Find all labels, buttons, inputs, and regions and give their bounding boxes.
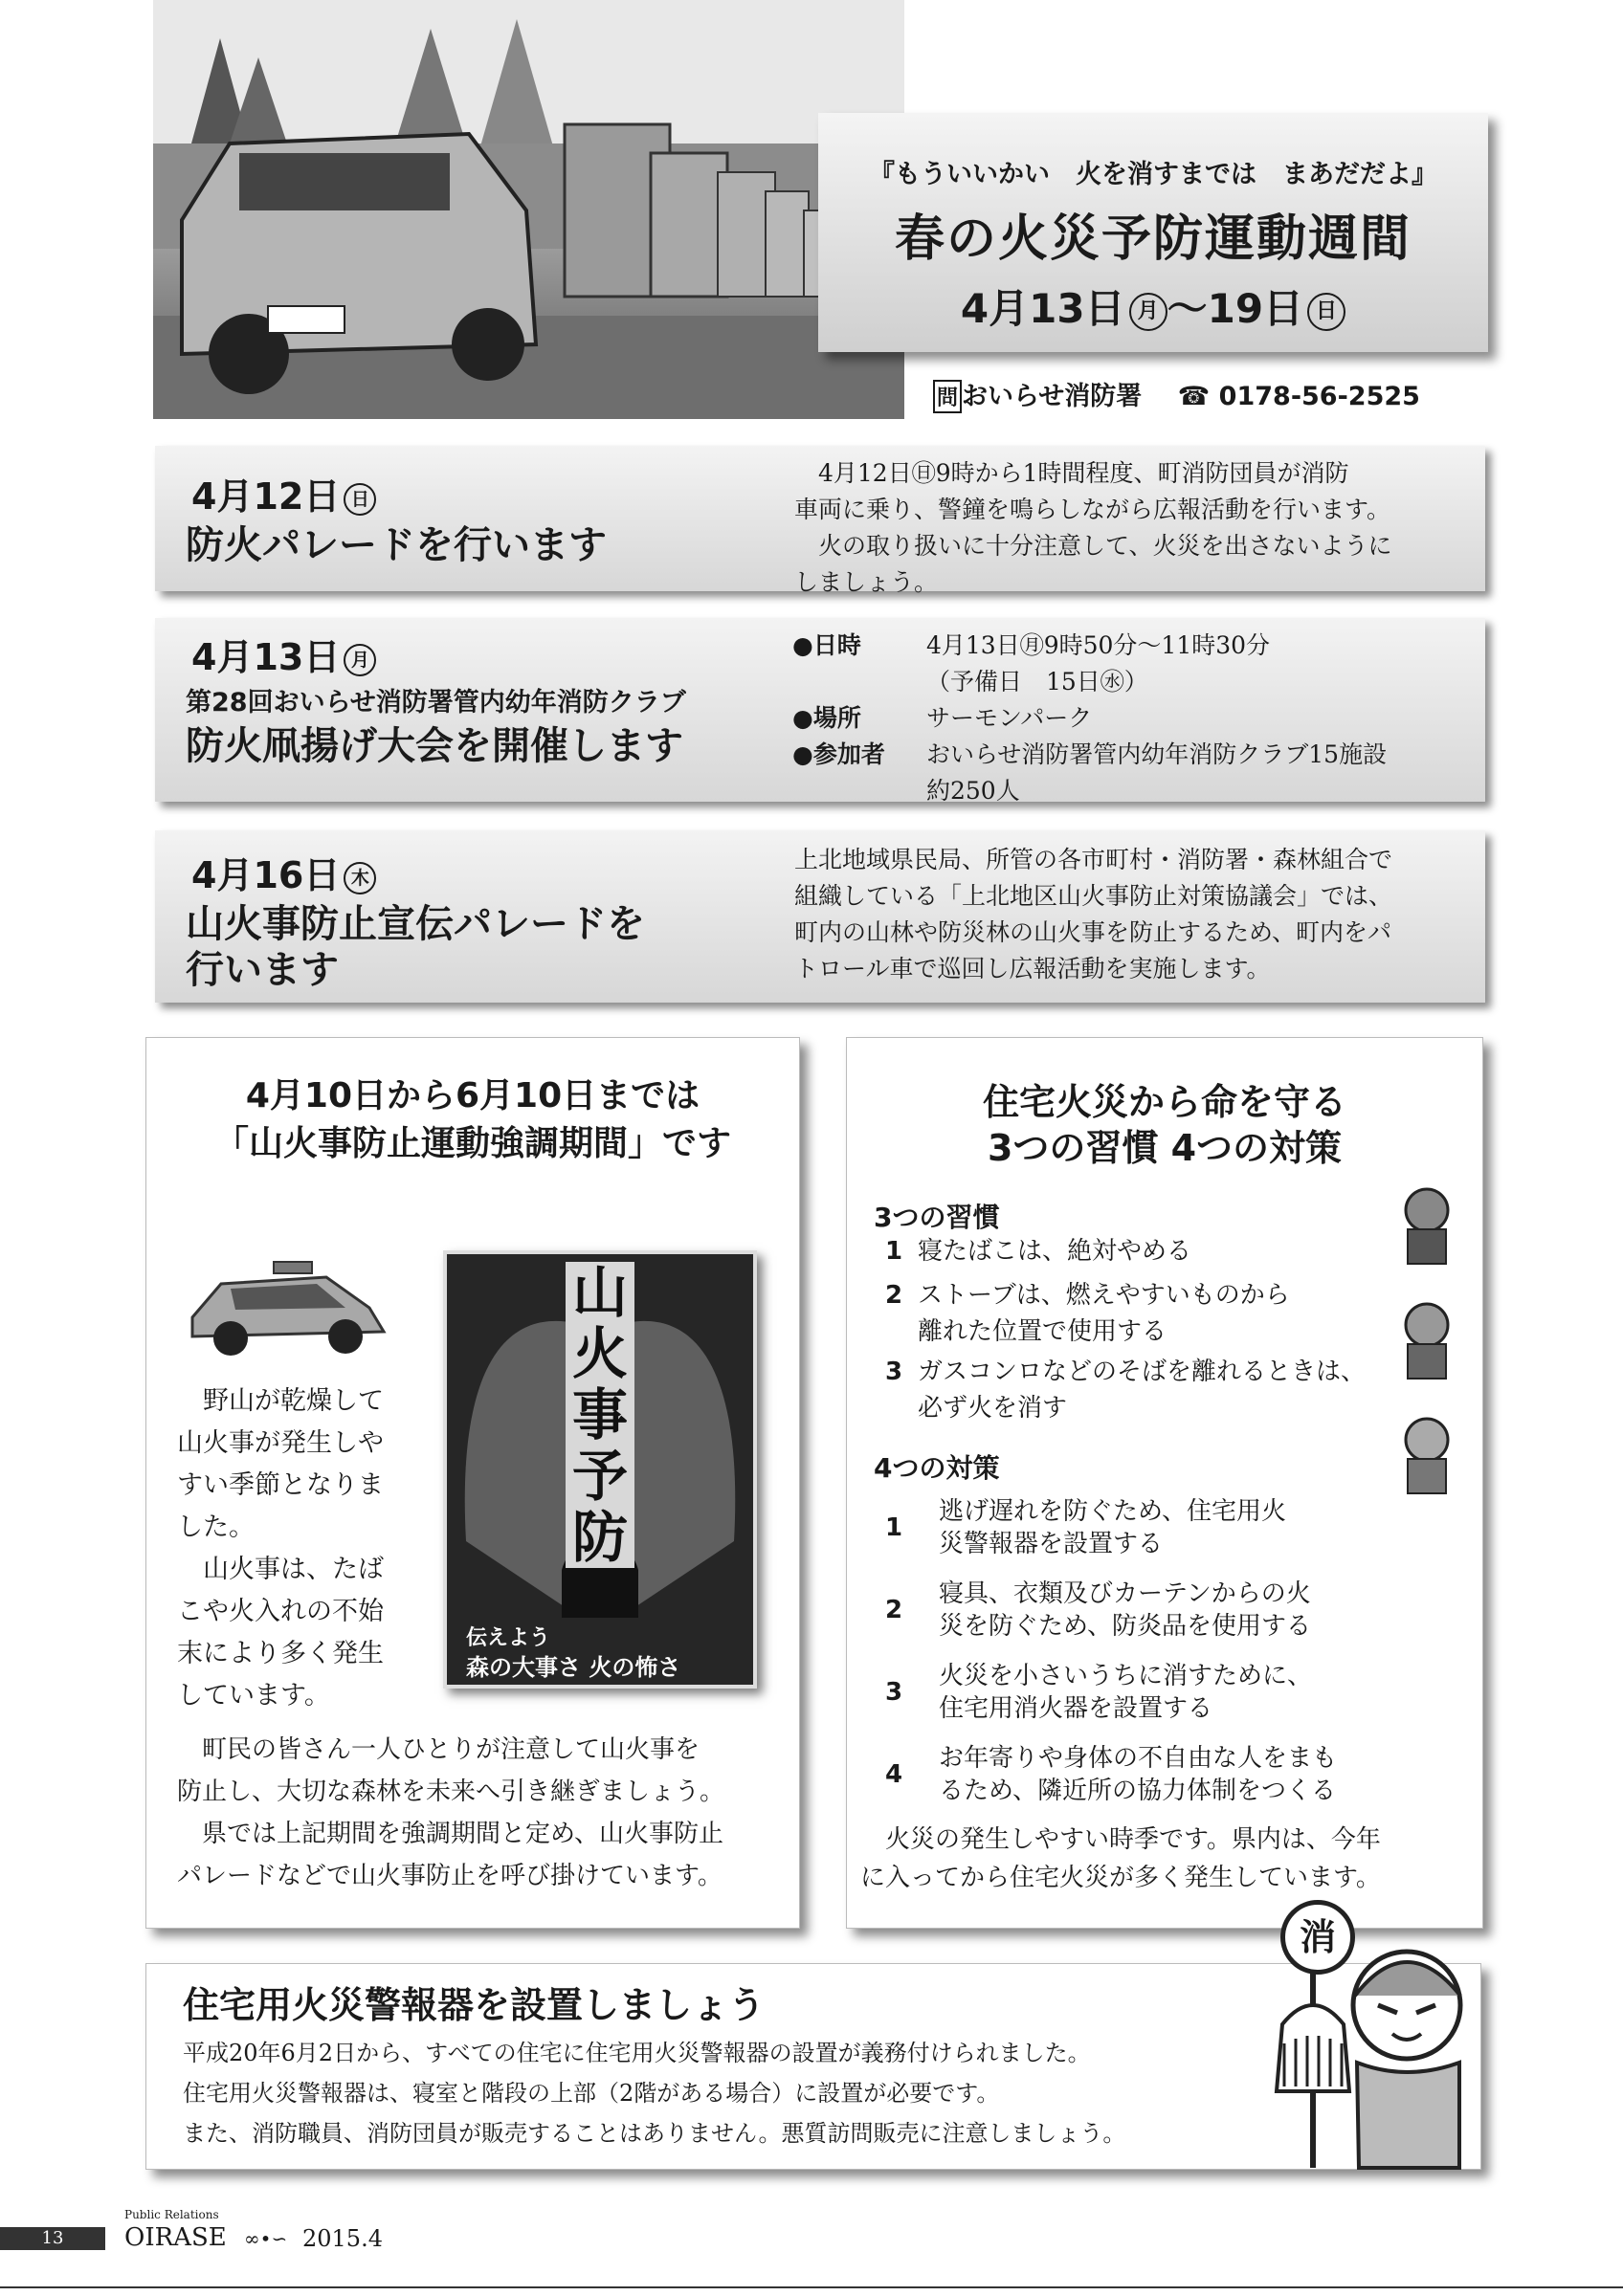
campaign-dates: [818, 277, 1488, 335]
item-text: るため、隣近所の協力体制をつくる: [939, 1777, 1336, 1805]
poster-title-char: 火: [571, 1321, 628, 1386]
poster-caption-2: 森の大事さ 火の怖さ: [466, 1654, 681, 1681]
event-band-kite-contest: [155, 618, 1485, 805]
event-band-fire-parade: [155, 446, 1485, 596]
event-body: [794, 455, 1474, 601]
firefighter-mascot-icon: [1389, 1181, 1459, 1269]
closing-note: [860, 1821, 1473, 1897]
text-line: パレードなどで山火事防止を呼び掛けています。: [177, 1862, 723, 1890]
detail-value-participants-count: 約250人: [926, 777, 1020, 805]
item-text: 災を防ぐため、防炎品を使用する: [939, 1612, 1311, 1641]
contact-org: おいらせ消防署: [962, 382, 1143, 411]
body-line: トロール車で巡回し広報活動を実施します。: [794, 955, 1271, 982]
box-body: [183, 2033, 1235, 2153]
event-details: [792, 628, 1481, 809]
text-line: こや火入れの不始: [177, 1597, 384, 1626]
event-date-text: 4月12日: [191, 475, 341, 518]
list-item: [885, 1277, 1421, 1350]
item-text: お年寄りや身体の不自由な人をまも: [939, 1744, 1338, 1773]
list-item: [885, 1742, 1440, 1807]
body-line: しましょう。: [794, 568, 939, 596]
dow-badge: 月: [1129, 293, 1167, 331]
item-text-block: [918, 1277, 1290, 1350]
text-line: しています。: [177, 1681, 330, 1711]
event-body: [794, 842, 1474, 987]
campaign-date-end: 19日: [1207, 285, 1304, 332]
habits-list: [885, 1233, 1421, 1426]
campaign-date-start: 4月13日: [960, 285, 1125, 332]
item-text: ガスコンロなどのそばを離れるときは、: [918, 1358, 1367, 1386]
text-line: 火災の発生しやすい時季です。県内は、今年: [860, 1825, 1381, 1854]
item-text: 寝たばこは、絶対やめる: [918, 1237, 1192, 1266]
text-line: した。: [177, 1512, 255, 1542]
wildfire-prevention-box: [145, 1037, 800, 1929]
item-number: 2: [885, 1596, 903, 1624]
item-text: 必ず火を消す: [918, 1394, 1068, 1423]
item-number: 3: [885, 1358, 903, 1386]
item-number: 3: [885, 1678, 903, 1707]
item-text-block: [918, 1354, 1366, 1426]
footer-magazine: OIRASE: [124, 2223, 227, 2252]
measures-list: [885, 1495, 1440, 1807]
wildfire-poster: [443, 1250, 757, 1689]
event-heading-line1: 山火事防止宣伝パレードを: [186, 902, 645, 946]
hero-photo-fire-vehicles: [153, 0, 904, 419]
text-line: 防止し、大切な森林を未来へ引き継ぎましょう。: [177, 1777, 725, 1806]
event-heading: 防火パレードを行います: [186, 523, 607, 567]
event-date-text: 4月16日: [191, 854, 341, 896]
text-line: 野山が乾燥して: [177, 1386, 384, 1416]
campaign-title: 春の火災予防運動週間: [894, 210, 1412, 268]
text-line: 末により多く発生: [177, 1639, 384, 1668]
text-line: 町民の皆さん一人ひとりが注意して山火事を: [177, 1735, 700, 1764]
item-text: 住宅用消火器を設置する: [939, 1694, 1213, 1723]
wide-text-block: [177, 1729, 780, 1897]
footer-ornament-icon: ∞•∽: [244, 2227, 288, 2250]
dow-badge: 日: [1307, 293, 1345, 331]
campaign-title-box: [818, 113, 1488, 352]
list-item: [885, 1233, 1421, 1269]
text-line: 県では上記期間を強調期間と定め、山火事防止: [177, 1820, 723, 1848]
contact-line: [933, 375, 1420, 413]
box-title: 住宅用火災警報器を設置しましょう: [183, 1984, 766, 2026]
text-line: に入ってから住宅火災が多く発生しています。: [860, 1864, 1381, 1892]
item-text-block: [939, 1495, 1286, 1560]
list-item: [885, 1495, 1440, 1560]
firefighter-mascot-icon: [1389, 1411, 1459, 1499]
detail-value-time-reserve: （予備日 15日㊌）: [926, 668, 1148, 695]
poster-caption-1: 伝えよう: [466, 1626, 551, 1650]
contact-prefix-badge: 問: [933, 380, 962, 413]
home-fire-safety-box: [846, 1037, 1483, 1929]
firefighter-mascot-icon: [1389, 1296, 1459, 1384]
text-line: 平成20年6月2日から、すべての住宅に住宅用火災警報器の設置が義務付けられました。: [183, 2040, 1091, 2066]
text-line: 山火事が発生しや: [177, 1428, 384, 1458]
item-text-block: [939, 1660, 1312, 1725]
event-date: [191, 846, 376, 898]
measures-heading: 4つの対策: [874, 1452, 1000, 1484]
item-text: 逃げ遅れを防ぐため、住宅用火: [939, 1497, 1286, 1526]
habits-heading: 3つの習慣: [874, 1202, 1000, 1233]
event-date: [191, 467, 376, 519]
item-number: 1: [885, 1237, 903, 1266]
item-text-block: [939, 1742, 1337, 1807]
item-text: 離れた位置で使用する: [918, 1317, 1167, 1346]
item-text: 火災を小さいうちに消すために、: [939, 1662, 1313, 1690]
event-heading-line2: 行います: [186, 948, 339, 992]
detail-value-place: サーモンパーク: [926, 704, 1093, 732]
body-line: 車両に乗り、警鐘を鳴らしながら広報活動を行います。: [794, 496, 1391, 523]
text-line: すい季節となりま: [177, 1470, 384, 1500]
mascot-badge: 消: [1280, 1900, 1355, 1975]
event-date: [191, 628, 376, 680]
date-separator: 〜: [1167, 285, 1208, 332]
body-line: 4月12日㊐9時から1時間程度、町消防団員が消防: [794, 459, 1349, 487]
list-item: [885, 1354, 1421, 1426]
item-number: 1: [885, 1513, 903, 1542]
body-line: 上北地域県民局、所管の各市町村・消防署・森林組合で: [794, 846, 1393, 873]
footer-issue: 2015.4: [302, 2225, 383, 2252]
item-number: 4: [885, 1760, 903, 1789]
detail-label-time: ●日時: [792, 631, 861, 659]
dow-badge: 月: [344, 644, 376, 676]
body-line: 組織している「上北地区山火事防止対策協議会」では、: [794, 882, 1393, 910]
page-number: 13: [0, 2227, 105, 2250]
text-line: 住宅用火災警報器は、寝室と階段の上部（2階がある場合）に設置が必要です。: [183, 2080, 1000, 2107]
box-title-line1: 4月10日から6月10日までは: [245, 1076, 700, 1115]
phone-icon: ☎: [1177, 382, 1211, 411]
campaign-slogan: 『もういいかい 火を消すまでは まあだだよ』: [869, 160, 1437, 189]
event-heading: 防火凧揚げ大会を開催します: [186, 724, 683, 768]
detail-value-time: 4月13日㊊9時50分〜11時30分: [926, 631, 1271, 659]
patrol-car-illustration: [183, 1241, 393, 1365]
footer-rule: [0, 2286, 1623, 2288]
poster-title-char: 防: [571, 1505, 628, 1570]
event-subheading: 第28回おいらせ消防署管内幼年消防クラブ: [186, 688, 686, 718]
box-title-line2: 3つの習慣 4つの対策: [987, 1127, 1343, 1169]
body-line: 町内の山林や防災林の山火事を防止するため、町内をパ: [794, 918, 1392, 946]
event-band-wildfire-parade: [155, 830, 1485, 1003]
item-text: 寝具、衣類及びカーテンからの火: [939, 1579, 1311, 1608]
narrow-text-column: [177, 1380, 445, 1717]
fire-vehicles-illustration: [153, 0, 904, 419]
detail-value-participants: おいらせ消防署管内幼年消防クラブ15施設: [926, 740, 1388, 768]
poster-title-char: 予: [571, 1444, 628, 1509]
list-item: [885, 1578, 1440, 1643]
detail-label-place: ●場所: [792, 704, 861, 732]
poster-vertical-title: [566, 1262, 634, 1568]
text-line: 山火事は、たば: [177, 1555, 384, 1584]
item-text-block: [939, 1578, 1311, 1643]
contact-phone: 0178-56-2525: [1218, 382, 1420, 411]
item-number: 2: [885, 1281, 903, 1310]
footer-small-label: Public Relations: [124, 2208, 219, 2221]
fire-mascot: [1263, 1890, 1483, 2177]
item-text: ストーブは、燃えやすいものから: [918, 1281, 1290, 1310]
dow-badge: 木: [344, 862, 376, 894]
list-item: [885, 1660, 1440, 1725]
item-text: 災警報器を設置する: [939, 1530, 1164, 1558]
dow-badge: 日: [344, 483, 376, 516]
box-title-line1: 住宅火災から命を守る: [982, 1081, 1346, 1123]
text-line: また、消防職員、消防団員が販売することはありません。悪質訪問販売に注意しましょう。: [183, 2120, 1126, 2147]
event-date-text: 4月13日: [191, 636, 341, 678]
poster-title-char: 山: [571, 1260, 628, 1325]
detail-label-participants: ●参加者: [792, 740, 885, 768]
body-line: 火の取り扱いに十分注意して、火災を出さないように: [794, 532, 1392, 560]
poster-title-char: 事: [571, 1382, 628, 1447]
box-title-line2: 「山火事防止運動強調期間」です: [213, 1124, 731, 1163]
